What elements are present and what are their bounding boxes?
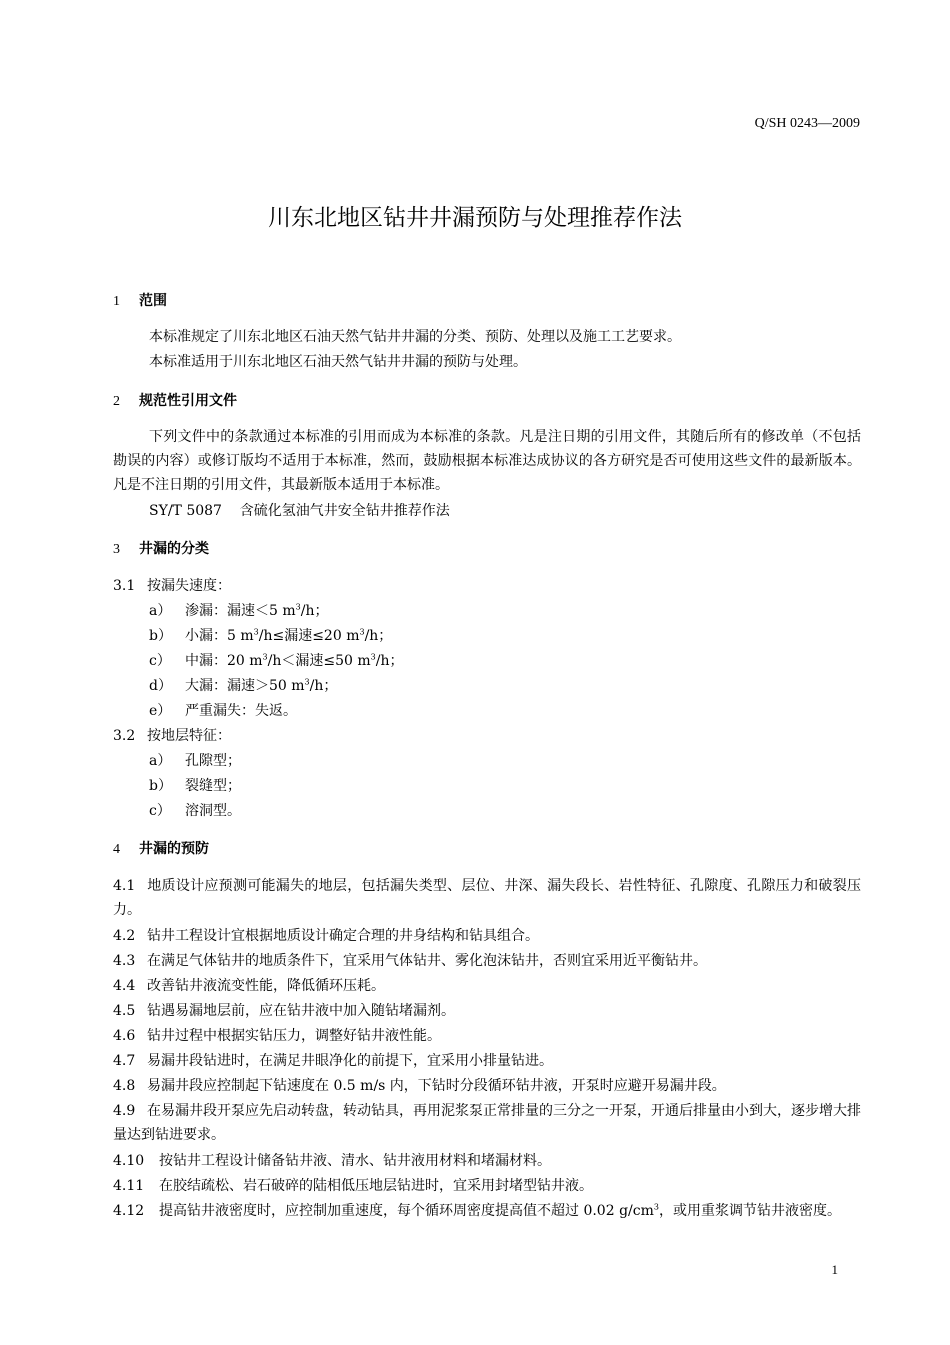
clause-text: 钻井过程中根据实钻压力，调整好钻井液性能。: [147, 1028, 441, 1044]
clause-number: 3.2: [113, 728, 136, 744]
clause-4-12: 4.12 提高钻井液密度时，应控制加重速度，每个循环周密度提高值不超过 0.02 $g/cm^3$，或用重浆调节钻井液密度。: [113, 1199, 861, 1223]
clause-4-7: [113, 1049, 861, 1073]
clause-text: 在满足气体钻井的地质条件下，宜采用气体钻井、雾化泡沫钻井，否则宜采用近平衡钻井。: [147, 953, 707, 969]
document-title: 川东北地区钻井井漏预防与处理推荐作法: [268, 205, 682, 231]
list-label: b）: [149, 628, 172, 644]
list-item: a） 渗漏：漏速＜5 $m^3/h$；: [149, 600, 328, 622]
clause-text: 在易漏井段开泵应先启动转盘，转动钻具，再用泥浆泵正常排量的三分之一开泵，开通后排量由小到大，逐步增大排量达到钻进要求。: [113, 1103, 861, 1143]
clause-3-2: [113, 725, 231, 747]
list-label: a）: [149, 603, 172, 619]
section-3-heading: [113, 538, 209, 561]
clause-number: 4.6: [113, 1028, 136, 1044]
clause-text: 按漏失速度：: [147, 578, 231, 594]
page-number: 1: [831, 1262, 838, 1277]
clause-text: 钻遇易漏地层前，应在钻井液中加入随钻堵漏剂。: [147, 1003, 455, 1019]
clause-text: 地质设计应预测可能漏失的地层，包括漏失类型、层位、井深、漏失段长、岩性特征、孔隙度、孔隙压力和破裂压力。: [113, 878, 861, 918]
clause-text: 钻井工程设计宜根据地质设计确定合理的井身结构和钻具组合。: [147, 928, 539, 944]
list-item: b） 小漏：5 $m^3/h\le$漏速≤20 $m^3/h$；: [149, 625, 392, 647]
clause-number: 3.1: [113, 578, 136, 594]
clause-number: 4.2: [113, 928, 136, 944]
clause-number: 4.9: [113, 1103, 136, 1119]
section-title: 规范性引用文件: [139, 393, 237, 409]
document-code: Q/SH 0243—2009: [754, 116, 860, 131]
list-item: c） 溶洞型。: [149, 800, 241, 822]
section-number: 3: [113, 542, 120, 557]
section-number: 4: [113, 842, 120, 857]
clause-text: 按钻井工程设计储备钻井液、清水、钻井液用材料和堵漏材料。: [159, 1153, 551, 1169]
list-label: c）: [149, 653, 171, 669]
clause-text: 易漏井段钻进时，在满足井眼净化的前提下，宜采用小排量钻进。: [147, 1053, 553, 1069]
section-1-heading: [113, 290, 167, 313]
list-label: a）: [149, 753, 172, 769]
clause-number: 4.11: [113, 1178, 145, 1194]
clause-4-4: [113, 974, 861, 998]
list-item: e） 严重漏失：失返。: [149, 700, 297, 722]
section-title: 范围: [139, 293, 167, 309]
clause-text: 易漏井段应控制起下钻速度在 0.5 m/s 内，下钻时分段循环钻井液，开泵时应避开易漏井段。: [147, 1078, 726, 1094]
clause-4-1: [113, 874, 861, 922]
section-number: 1: [113, 294, 120, 309]
list-label: e）: [149, 703, 172, 719]
section-number: 2: [113, 394, 120, 409]
clause-3-1: [113, 575, 231, 597]
clause-number: 4.8: [113, 1078, 136, 1094]
reference-title: 含硫化氢油气井安全钻井推荐作法: [239, 503, 450, 519]
section-2-heading: [113, 390, 237, 413]
clause-number: 4.10: [113, 1153, 145, 1169]
paragraph: 本标准规定了川东北地区石油天然气钻井井漏的分类、预防、处理以及施工工艺要求。: [149, 329, 681, 345]
clause-text: 按地层特征：: [147, 728, 231, 744]
clause-number: 4.3: [113, 953, 136, 969]
clause-4-6: [113, 1024, 861, 1048]
clause-4-8: [113, 1074, 861, 1098]
clause-4-3: [113, 949, 861, 973]
clause-4-11: [113, 1174, 861, 1198]
reference-code: SY/T 5087: [149, 503, 222, 519]
section-4-heading: [113, 838, 209, 861]
reference-entry: [149, 500, 450, 522]
list-label: c）: [149, 803, 171, 819]
clause-number: 4.12: [113, 1203, 145, 1219]
list-label: d）: [149, 678, 172, 694]
list-item: a） 孔隙型；: [149, 750, 241, 772]
list-item: b） 裂缝型；: [149, 775, 241, 797]
clause-number: 4.1: [113, 878, 136, 894]
list-label: b）: [149, 778, 172, 794]
clause-4-5: [113, 999, 861, 1023]
clause-number: 4.4: [113, 978, 136, 994]
paragraph: 本标准适用于川东北地区石油天然气钻井井漏的预防与处理。: [149, 354, 527, 370]
section-title: 井漏的分类: [139, 541, 209, 557]
list-item: d） 大漏：漏速＞50 $m^3/h$；: [149, 675, 337, 697]
clause-text: 改善钻井液流变性能，降低循环压耗。: [147, 978, 385, 994]
clause-4-9: [113, 1099, 861, 1147]
section-title: 井漏的预防: [139, 841, 209, 857]
clause-4-2: [113, 924, 861, 948]
list-item: c） 中漏：20 $m^3/h<$漏速≤50 $m^3/h$；: [149, 650, 403, 672]
clause-number: 4.7: [113, 1053, 136, 1069]
clause-4-10: [113, 1149, 861, 1173]
clause-text: 在胶结疏松、岩石破碎的陆相低压地层钻进时，宜采用封堵型钻井液。: [159, 1178, 593, 1194]
paragraph: 下列文件中的条款通过本标准的引用而成为本标准的条款。凡是注日期的引用文件，其随后所有的修改单（不包括勘误的内容）或修订版均不适用于本标准，然而，鼓励根据本标准达成协议的各方研究是否可使用这些文件的最新版本。凡是不注日期的引用文件，其最新版本适用于本标准。: [113, 429, 861, 493]
clause-number: 4.5: [113, 1003, 136, 1019]
